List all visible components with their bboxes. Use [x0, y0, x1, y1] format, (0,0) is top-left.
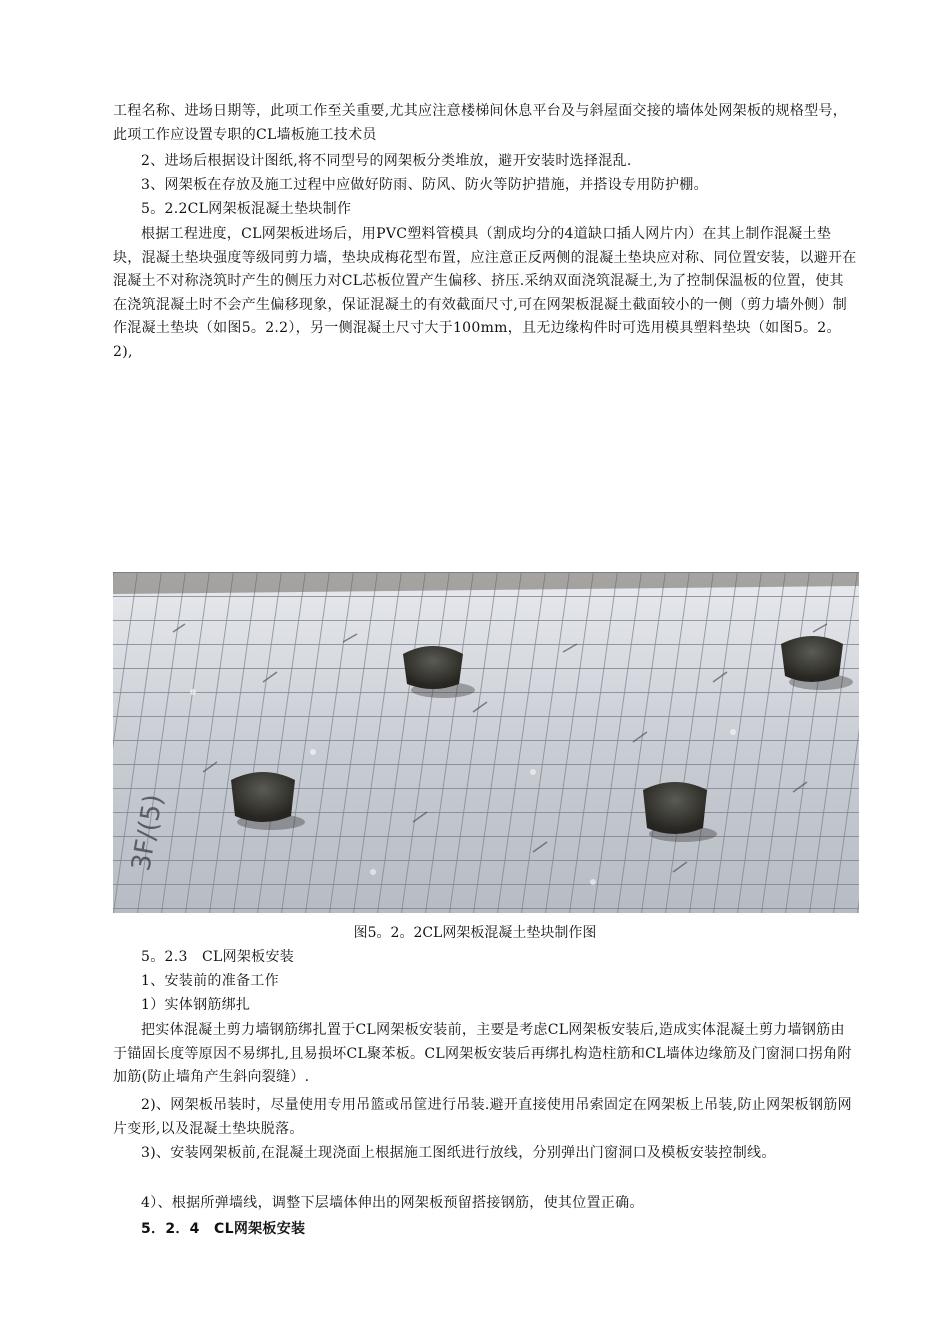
paragraph-layout-lines: 3)、安装网架板前,在混凝土现浇面上根据施工图纸进行放线，分别弹出门窗洞口及模板安装控制线。 [141, 1145, 776, 1161]
paragraph-item-3: 3、网架板在存放及施工过程中应做好防雨、防风、防火等防护措施，并搭设专用防护棚。 [141, 177, 708, 193]
concrete-pad-photo [113, 572, 859, 913]
paragraph-rebar: 把实体混凝土剪力墙钢筋绑扎置于CL网架板安装前，主要是考虑CL网架板安装后,造成实体混凝土剪力墙钢筋由于锚固长度等原因不易绑扎,且易损坏CL聚苯板。CL网架板安装后再绑扎构造柱筋和CL墙体边缘筋及门窗洞口拐角附加筋(防止墙角产生斜向裂缝）. [113, 1022, 852, 1085]
section-heading-5-2-3: 5。2.3 CL网架板安装 [141, 949, 295, 965]
paragraph-adjust-rebar: 4）、根据所弹墙线，调整下层墙体伸出的网架板预留搭接钢筋，使其位置正确。 [141, 1195, 644, 1211]
figure-photo [113, 572, 859, 913]
paragraph-pad-making: 根据工程进度，CL网架板进场后，用PVC塑料管模具（割成均分的4道缺口插人网片内）在其上制作混凝土垫块，混凝土垫块强度等级同剪力墙，垫块成梅花型布置，应注意正反两侧的混凝土垫块应对称、同位置安装，以避开在混凝土不对称浇筑时产生的侧压力对CL芯板位置产生偏移、挤压.采纳双面浇筑混凝土,为了控制保温板的位置，使其在浇筑混凝土时不会产生偏移现象，保证混凝土的有效截面尺寸,可在网架板混凝土截面较小的一侧（剪力墙外侧）制作混凝土垫块（如图5。2.2），另一侧混凝土尺寸大于100mm，且无边缘构件时可选用模具塑料垫块（如图5。2。2), [113, 226, 857, 360]
list-item-preparation: 1、安装前的准备工作 [141, 973, 279, 989]
paragraph-item-2: 2、进场后根据设计图纸,将不同型号的网架板分类堆放，避开安装时选择混乱. [141, 153, 632, 169]
section-heading-5-2-2: 5。2.2CL网架板混凝土垫块制作 [141, 201, 352, 217]
handwriting-label: 3F/(5) [126, 792, 170, 874]
paragraph-intro: 工程名称、进场日期等，此项工作至关重要,尤其应注意楼梯间休息平台及与斜屋面交接的墙体处网架板的规格型号，此项工作应设置专职的CL墙板施工技术员 [113, 103, 848, 143]
paragraph-lifting: 2)、网架板吊装时，尽量使用专用吊篮或吊筐进行吊装.避开直接使用吊索固定在网架板上吊装,防止网架板钢筋网片变形,以及混凝土垫块脱落。 [113, 1097, 852, 1137]
figure-caption: 图5。2。2CL网架板混凝土垫块制作图 [353, 925, 597, 941]
section-heading-5-2-4: 5．2．4 CL网架板安装 [141, 1221, 306, 1237]
list-item-rebar-binding: 1）实体钢筋绑扎 [141, 997, 251, 1013]
